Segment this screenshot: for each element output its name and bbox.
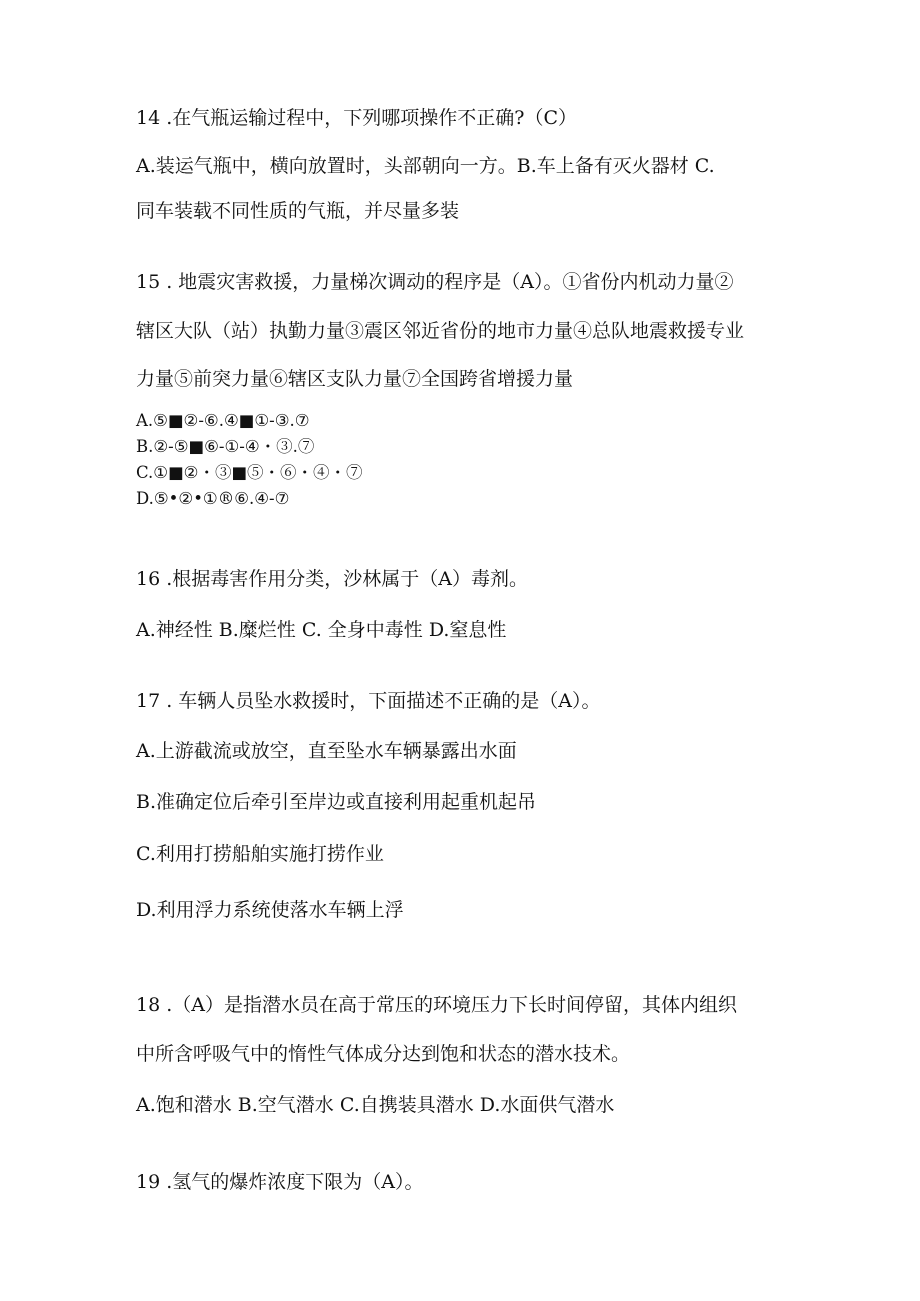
question-14-options-line-1: A.装运气瓶中，横向放置时，头部朝向一方。B.车上备有灭火器材 C. [136, 155, 715, 177]
question-17-stem: 17 . 车辆人员坠水救援时，下面描述不正确的是（A）。 [136, 690, 601, 712]
question-18-options: A.饱和潜水 B.空气潜水 C.自携装具潜水 D.水面供气潜水 [136, 1094, 615, 1116]
question-15-option-b: B.②-⑤■⑥-①-④・③.⑦ [136, 437, 315, 456]
question-14-options-line-2: 同车装载不同性质的气瓶，并尽量多装 [136, 200, 460, 222]
question-17-option-c: C.利用打捞船舶实施打捞作业 [136, 843, 384, 865]
question-15-option-d: D.⑤•②•①®⑥.④-⑦ [136, 489, 290, 508]
question-15-stem-line-3: 力量⑤前突力量⑥辖区支队力量⑦全国跨省增援力量 [136, 368, 574, 390]
question-19-stem: 19 .氢气的爆炸浓度下限为（A）。 [136, 1171, 424, 1193]
question-17-option-d: D.利用浮力系统使落水车辆上浮 [136, 899, 404, 921]
question-15-option-c: C.①■②・③■⑤・⑥・④・⑦ [136, 463, 363, 482]
question-15-option-a: A.⑤■②-⑥.④■①-③.⑦ [136, 411, 310, 430]
question-17-option-a: A.上游截流或放空，直至坠水车辆暴露出水面 [136, 740, 517, 762]
question-18-stem-line-2: 中所含呼吸气中的惰性气体成分达到饱和状态的潜水技术。 [136, 1043, 631, 1065]
question-15-stem-line-2: 辖区大队（站）执勤力量③震区邻近省份的地市力量④总队地震救援专业 [136, 320, 745, 342]
question-14-stem: 14 .在气瓶运输过程中，下列哪项操作不正确?（C） [136, 107, 577, 129]
question-17-option-b: B.准确定位后牵引至岸边或直接利用起重机起吊 [136, 791, 537, 813]
question-16-stem: 16 .根据毒害作用分类，沙林属于（A）毒剂。 [136, 568, 528, 590]
question-18-stem-line-1: 18 .（A）是指潜水员在高于常压的环境压力下长时间停留，其体内组织 [136, 994, 737, 1016]
question-16-options: A.神经性 B.糜烂性 C. 全身中毒性 D.窒息性 [136, 619, 507, 641]
question-15-stem-line-1: 15 . 地震灾害救援，力量梯次调动的程序是（A）。①省份内机动力量② [136, 271, 734, 293]
